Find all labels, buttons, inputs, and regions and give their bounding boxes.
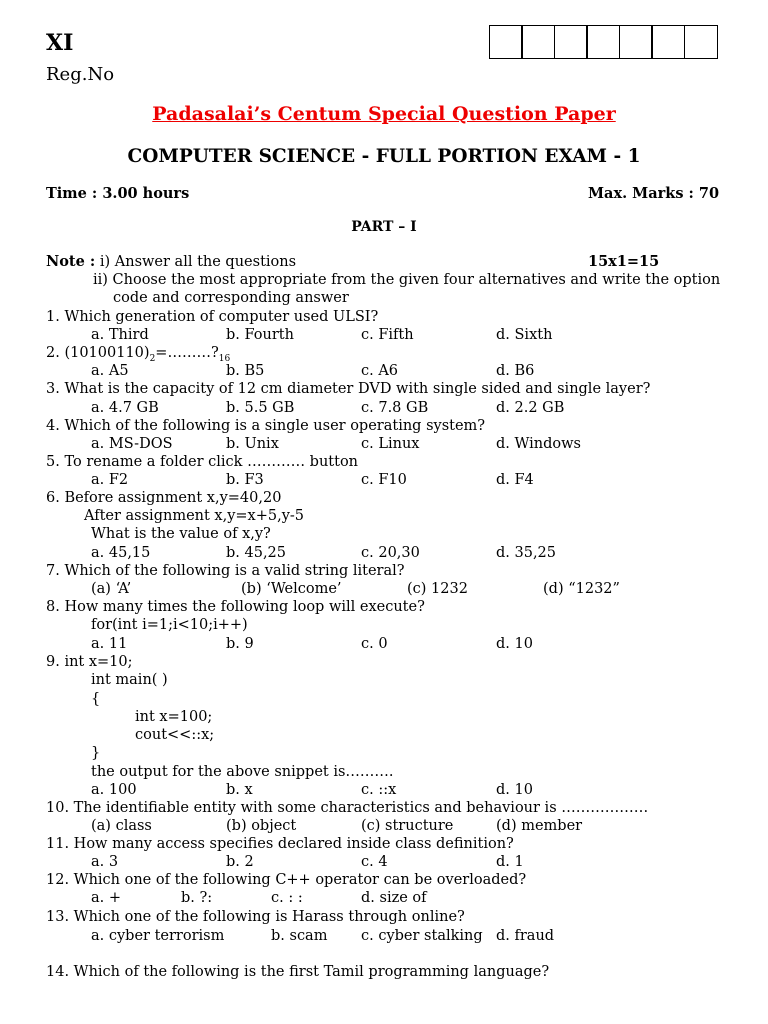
question-text: 4. Which of the following is a single user operating system?	[46, 418, 486, 434]
note-instruction-1: i) Answer all the questions	[95, 254, 297, 270]
option-c: (c) structure	[361, 818, 454, 834]
reg-no-box	[521, 25, 555, 59]
option-c: c. 7.8 GB	[361, 400, 429, 416]
option-d: d. size of	[361, 890, 427, 906]
option-a: a. A5	[91, 363, 129, 379]
option-c: (c) 1232	[407, 581, 468, 597]
option-c: c. F10	[361, 472, 407, 488]
note-instruction-2: ii) Choose the most appropriate from the given four alternatives and write the option	[93, 272, 721, 288]
question-text: 3. What is the capacity of 12 cm diameter DVD with single sided and single layer?	[46, 381, 651, 397]
option-a: a. 3	[91, 854, 119, 870]
code-line: {	[91, 691, 101, 707]
option-a: a. 4.7 GB	[91, 400, 159, 416]
question-text: 7. Which of the following is a valid string literal?	[46, 563, 405, 579]
option-d: d. 1	[496, 854, 524, 870]
question-text-line: After assignment x,y=x+5,y-5	[84, 508, 305, 524]
reg-no-box	[586, 25, 620, 59]
option-a: a. +	[91, 890, 122, 906]
part-heading: PART – I	[351, 219, 417, 235]
option-b: b. ?:	[181, 890, 213, 906]
option-b: b. Unix	[226, 436, 279, 452]
option-b: b. scam	[271, 928, 328, 944]
question-text-line: What is the value of x,y?	[91, 526, 271, 542]
question-text: 11. How many access specifies declared inside class definition?	[46, 836, 514, 852]
q2-prefix: 2. (10100110)	[46, 345, 150, 361]
option-a: a. 100	[91, 782, 137, 798]
option-b: b. 9	[226, 636, 254, 652]
time-label: Time : 3.00 hours	[46, 185, 190, 202]
question-text: 8. How many times the following loop will execute?	[46, 599, 425, 615]
option-a: a. 45,15	[91, 545, 151, 561]
q2-base-2: 2	[149, 353, 156, 364]
max-marks-label: Max. Marks : 70	[588, 185, 720, 202]
question-text: 9. int x=10;	[46, 654, 133, 670]
reg-no-boxes	[490, 25, 718, 59]
reg-no-box	[619, 25, 653, 59]
option-b: b. 45,25	[226, 545, 287, 561]
option-d: d. 2.2 GB	[496, 400, 565, 416]
reg-no-box	[554, 25, 588, 59]
note-marks: 15x1=15	[588, 253, 660, 270]
q2-mid: =………?	[155, 345, 219, 361]
option-b: (b) ‘Welcome’	[241, 581, 342, 597]
question-text: 5. To rename a folder click ………… button	[46, 454, 359, 470]
option-a: a. Third	[91, 327, 149, 343]
code-line: cout<<::x;	[135, 727, 215, 743]
question-text-line: the output for the above snippet is……….	[91, 764, 394, 780]
option-c: c. 20,30	[361, 545, 420, 561]
option-d: d. Sixth	[496, 327, 553, 343]
option-a: (a) ‘A’	[91, 581, 132, 597]
option-b: b. x	[226, 782, 253, 798]
option-b: (b) object	[226, 818, 297, 834]
option-b: b. 2	[226, 854, 254, 870]
reg-no-box	[489, 25, 523, 59]
option-b: b. 5.5 GB	[226, 400, 295, 416]
option-c: c. ::x	[361, 782, 397, 798]
reg-no-box	[651, 25, 685, 59]
option-d: d. 10	[496, 636, 533, 652]
code-line: for(int i=1;i<10;i++)	[91, 617, 248, 633]
option-d: d. Windows	[496, 436, 581, 452]
option-d: d. fraud	[496, 928, 555, 944]
option-d: d. 10	[496, 782, 533, 798]
note-line-1	[46, 253, 296, 271]
option-c: c. : :	[271, 890, 303, 906]
question-text: 12. Which one of the following C++ operator can be overloaded?	[46, 872, 527, 888]
option-b: b. B5	[226, 363, 265, 379]
option-a: a. F2	[91, 472, 129, 488]
question-text: 1. Which generation of computer used ULSI?	[46, 309, 379, 325]
option-c: c. cyber stalking	[361, 928, 483, 944]
code-line: int x=100;	[135, 709, 213, 725]
reg-no-box	[684, 25, 718, 59]
option-d: d. 35,25	[496, 545, 557, 561]
question-text: 13. Which one of the following is Harass through online?	[46, 909, 465, 925]
question-text: 10. The identifiable entity with some characteristics and behaviour is ………………	[46, 800, 649, 816]
exam-subtitle: COMPUTER SCIENCE - FULL PORTION EXAM - 1	[127, 146, 641, 167]
question-text: 14. Which of the following is the first Tamil programming language?	[46, 964, 550, 980]
note-instruction-3: code and corresponding answer	[113, 290, 349, 306]
option-c: c. 0	[361, 636, 388, 652]
option-d: d. F4	[496, 472, 534, 488]
option-b: b. F3	[226, 472, 264, 488]
option-d: (d) “1232”	[543, 581, 620, 597]
q2-base-16: 16	[218, 353, 231, 364]
option-c: c. Fifth	[361, 327, 414, 343]
option-c: c. 4	[361, 854, 388, 870]
option-d: (d) member	[496, 818, 583, 834]
question-text	[46, 344, 230, 368]
code-line: }	[91, 745, 101, 761]
option-a: a. 11	[91, 636, 128, 652]
paper-title: Padasalai’s Centum Special Question Paper	[152, 103, 616, 125]
option-b: b. Fourth	[226, 327, 294, 343]
question-text: 6. Before assignment x,y=40,20	[46, 490, 282, 506]
note-label: Note :	[46, 253, 96, 270]
code-line: int main( )	[91, 672, 168, 688]
option-a: a. cyber terrorism	[91, 928, 225, 944]
option-d: d. B6	[496, 363, 535, 379]
class-label: XI	[46, 30, 74, 56]
option-c: c. Linux	[361, 436, 420, 452]
option-a: a. MS-DOS	[91, 436, 173, 452]
option-c: c. A6	[361, 363, 399, 379]
reg-no-label: Reg.No	[46, 64, 115, 85]
option-a: (a) class	[91, 818, 152, 834]
